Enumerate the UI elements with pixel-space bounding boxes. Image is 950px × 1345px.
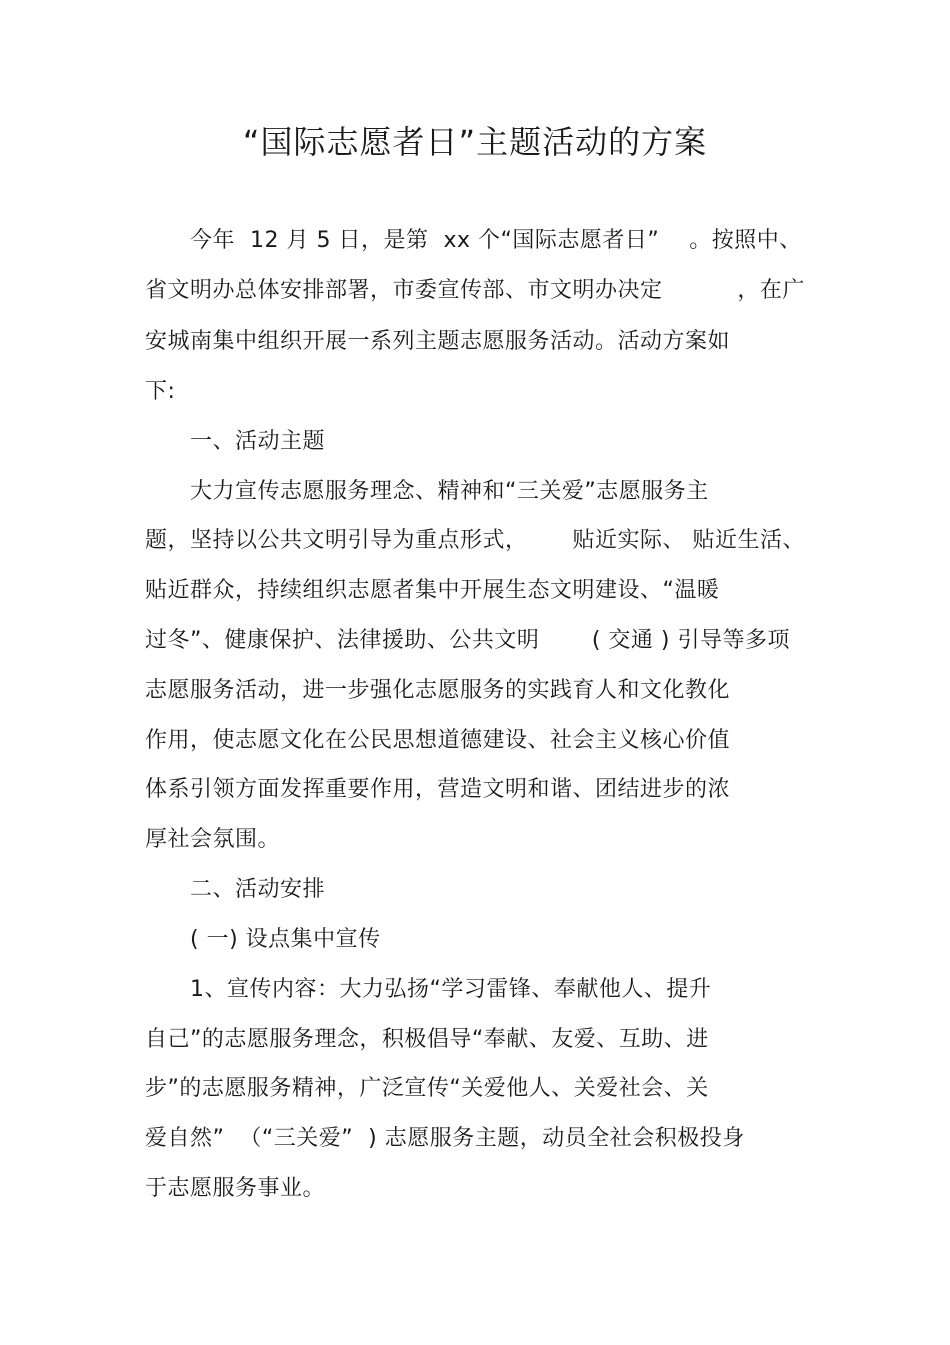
paragraph-line: 步”的志愿服务精神，广泛宣传“关爱他人、关爱社会、关	[145, 1076, 709, 1101]
subsection-heading: ( 一) 设点集中宣传	[145, 927, 381, 952]
paragraph-line: 爱自然” （“三关爱” ) 志愿服务主题，动员全社会积极投身	[145, 1126, 745, 1151]
paragraph-line: 贴近群众，持续组织志愿者集中开展生态文明建设、“温暖	[145, 578, 720, 603]
paragraph-line: 志愿服务活动，进一步强化志愿服务的实践育人和文化教化	[145, 678, 731, 703]
paragraph-line: 今年 12 月 5 日，是第 xx 个“国际志愿者日” 。按照中、	[145, 228, 802, 253]
paragraph-line: 体系引领方面发挥重要作用，营造文明和谐、团结进步的浓	[145, 777, 731, 802]
paragraph-line: 作用，使志愿文化在公民思想道德建设、社会主义核心价值	[145, 728, 731, 753]
paragraph-line: 安城南集中组织开展一系列主题志愿服务活动。活动方案如	[145, 329, 731, 354]
paragraph-line: 省文明办总体安排部署，市委宣传部、市文明办决定 ，在广	[145, 278, 805, 303]
section-heading: 一、活动主题	[145, 429, 326, 454]
paragraph-line: 自己”的志愿服务理念，积极倡导“奉献、友爱、互助、进	[145, 1027, 709, 1052]
paragraph-line: 于志愿服务事业。	[145, 1176, 326, 1201]
paragraph-line: 1、宣传内容：大力弘扬“学习雷锋、奉献他人、提升	[145, 977, 712, 1002]
paragraph-line: 下:	[145, 379, 176, 404]
document-title: “国际志愿者日”主题活动的方案	[242, 123, 708, 161]
paragraph-line: 题，坚持以公共文明引导为重点形式， 贴近实际、 贴近生活、	[145, 528, 805, 553]
section-heading: 二、活动安排	[145, 877, 326, 902]
paragraph-line: 大力宣传志愿服务理念、精神和“三关爱”志愿服务主	[145, 479, 709, 504]
paragraph-line: 厚社会氛围。	[145, 827, 281, 852]
paragraph-line: 过冬”、健康保护、法律援助、公共文明 ( 交通 ) 引导等多项	[145, 628, 790, 653]
